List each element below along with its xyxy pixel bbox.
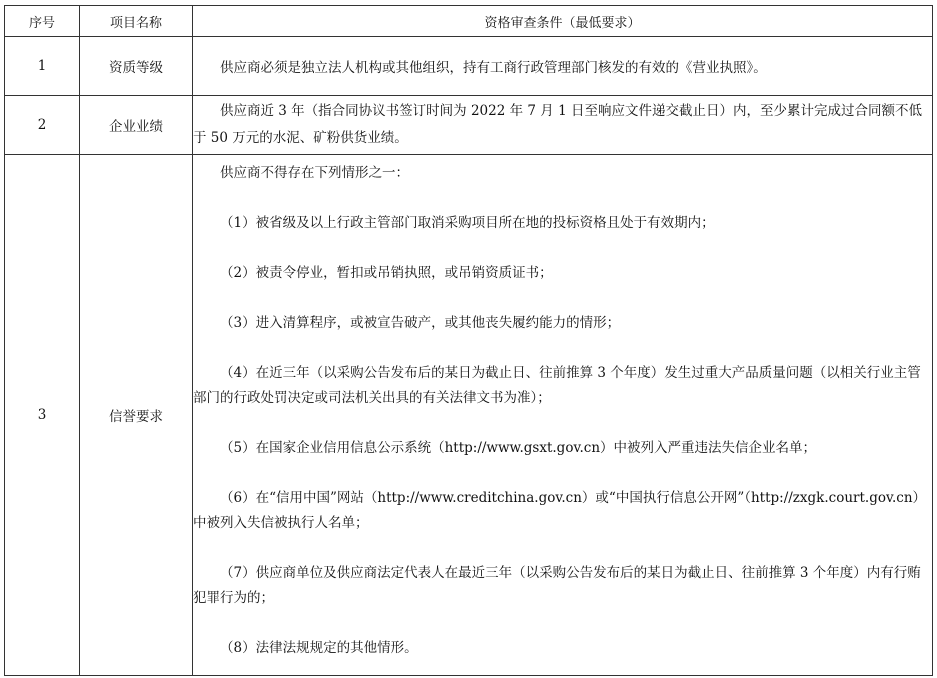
row-condition (193, 155, 933, 676)
condition-text: 供应商近 3 年（指合同协议书签订时间为 2022 年 7 月 1 日至响应文件递交截止日）内，至少累计完成过合同额不低于 50 万元的水泥、矿粉供货业绩。 (193, 103, 922, 146)
header-item-name: 项目名称 (80, 6, 193, 37)
table-row (5, 96, 933, 155)
row-item-name: 企业业绩 (80, 96, 193, 155)
condition-item-6: （6）在“信用中国”网站（http://www.creditchina.gov.cn）或“中国执行信息公开网”（http://zxgk.court.gov.cn）中被列入失信被执行人名单； (193, 490, 927, 531)
row-serial-no: 3 (5, 155, 80, 676)
table-row (5, 37, 933, 96)
condition-item-4: （4）在近三年（以采购公告发布后的某日为截止日、往前推算 3 个年度）发生过重大产品质量问题（以相关行业主管部门的行政处罚决定或司法机关出具的有关法律文书为准）； (193, 365, 921, 406)
row-item-name: 信誉要求 (80, 155, 193, 676)
condition-intro: 供应商不得存在下列情形之一： (220, 165, 409, 181)
row-serial-no: 2 (5, 96, 80, 155)
condition-item-5: （5）在国家企业信用信息公示系统（http://www.gsxt.gov.cn）中被列入严重违法失信企业名单； (220, 440, 817, 456)
condition-item-2: （2）被责令停业，暂扣或吊销执照，或吊销资质证书； (220, 265, 553, 281)
row-item-name: 资质等级 (80, 37, 193, 96)
table-header-row (5, 6, 933, 37)
condition-item-8: （8）法律法规规定的其他情形。 (220, 640, 418, 656)
row-serial-no: 1 (5, 37, 80, 96)
header-conditions: 资格审查条件（最低要求） (193, 6, 933, 37)
table-row (5, 155, 933, 676)
row-condition (193, 37, 933, 96)
header-serial-no: 序号 (5, 6, 80, 37)
condition-text: 供应商必须是独立法人机构或其他组织，持有工商行政管理部门核发的有效的《营业执照》。 (220, 60, 767, 76)
condition-item-3: （3）进入清算程序，或被宣告破产，或其他丧失履约能力的情形； (220, 315, 621, 331)
condition-item-7: （7）供应商单位及供应商法定代表人在最近三年（以采购公告发布后的某日为截止日、往前推算 3 个年度）内有行贿犯罪行为的； (193, 565, 921, 606)
row-condition (193, 96, 933, 155)
condition-item-1: （1）被省级及以上行政主管部门取消采购项目所在地的投标资格且处于有效期内； (220, 215, 715, 231)
qualification-table (4, 5, 933, 676)
